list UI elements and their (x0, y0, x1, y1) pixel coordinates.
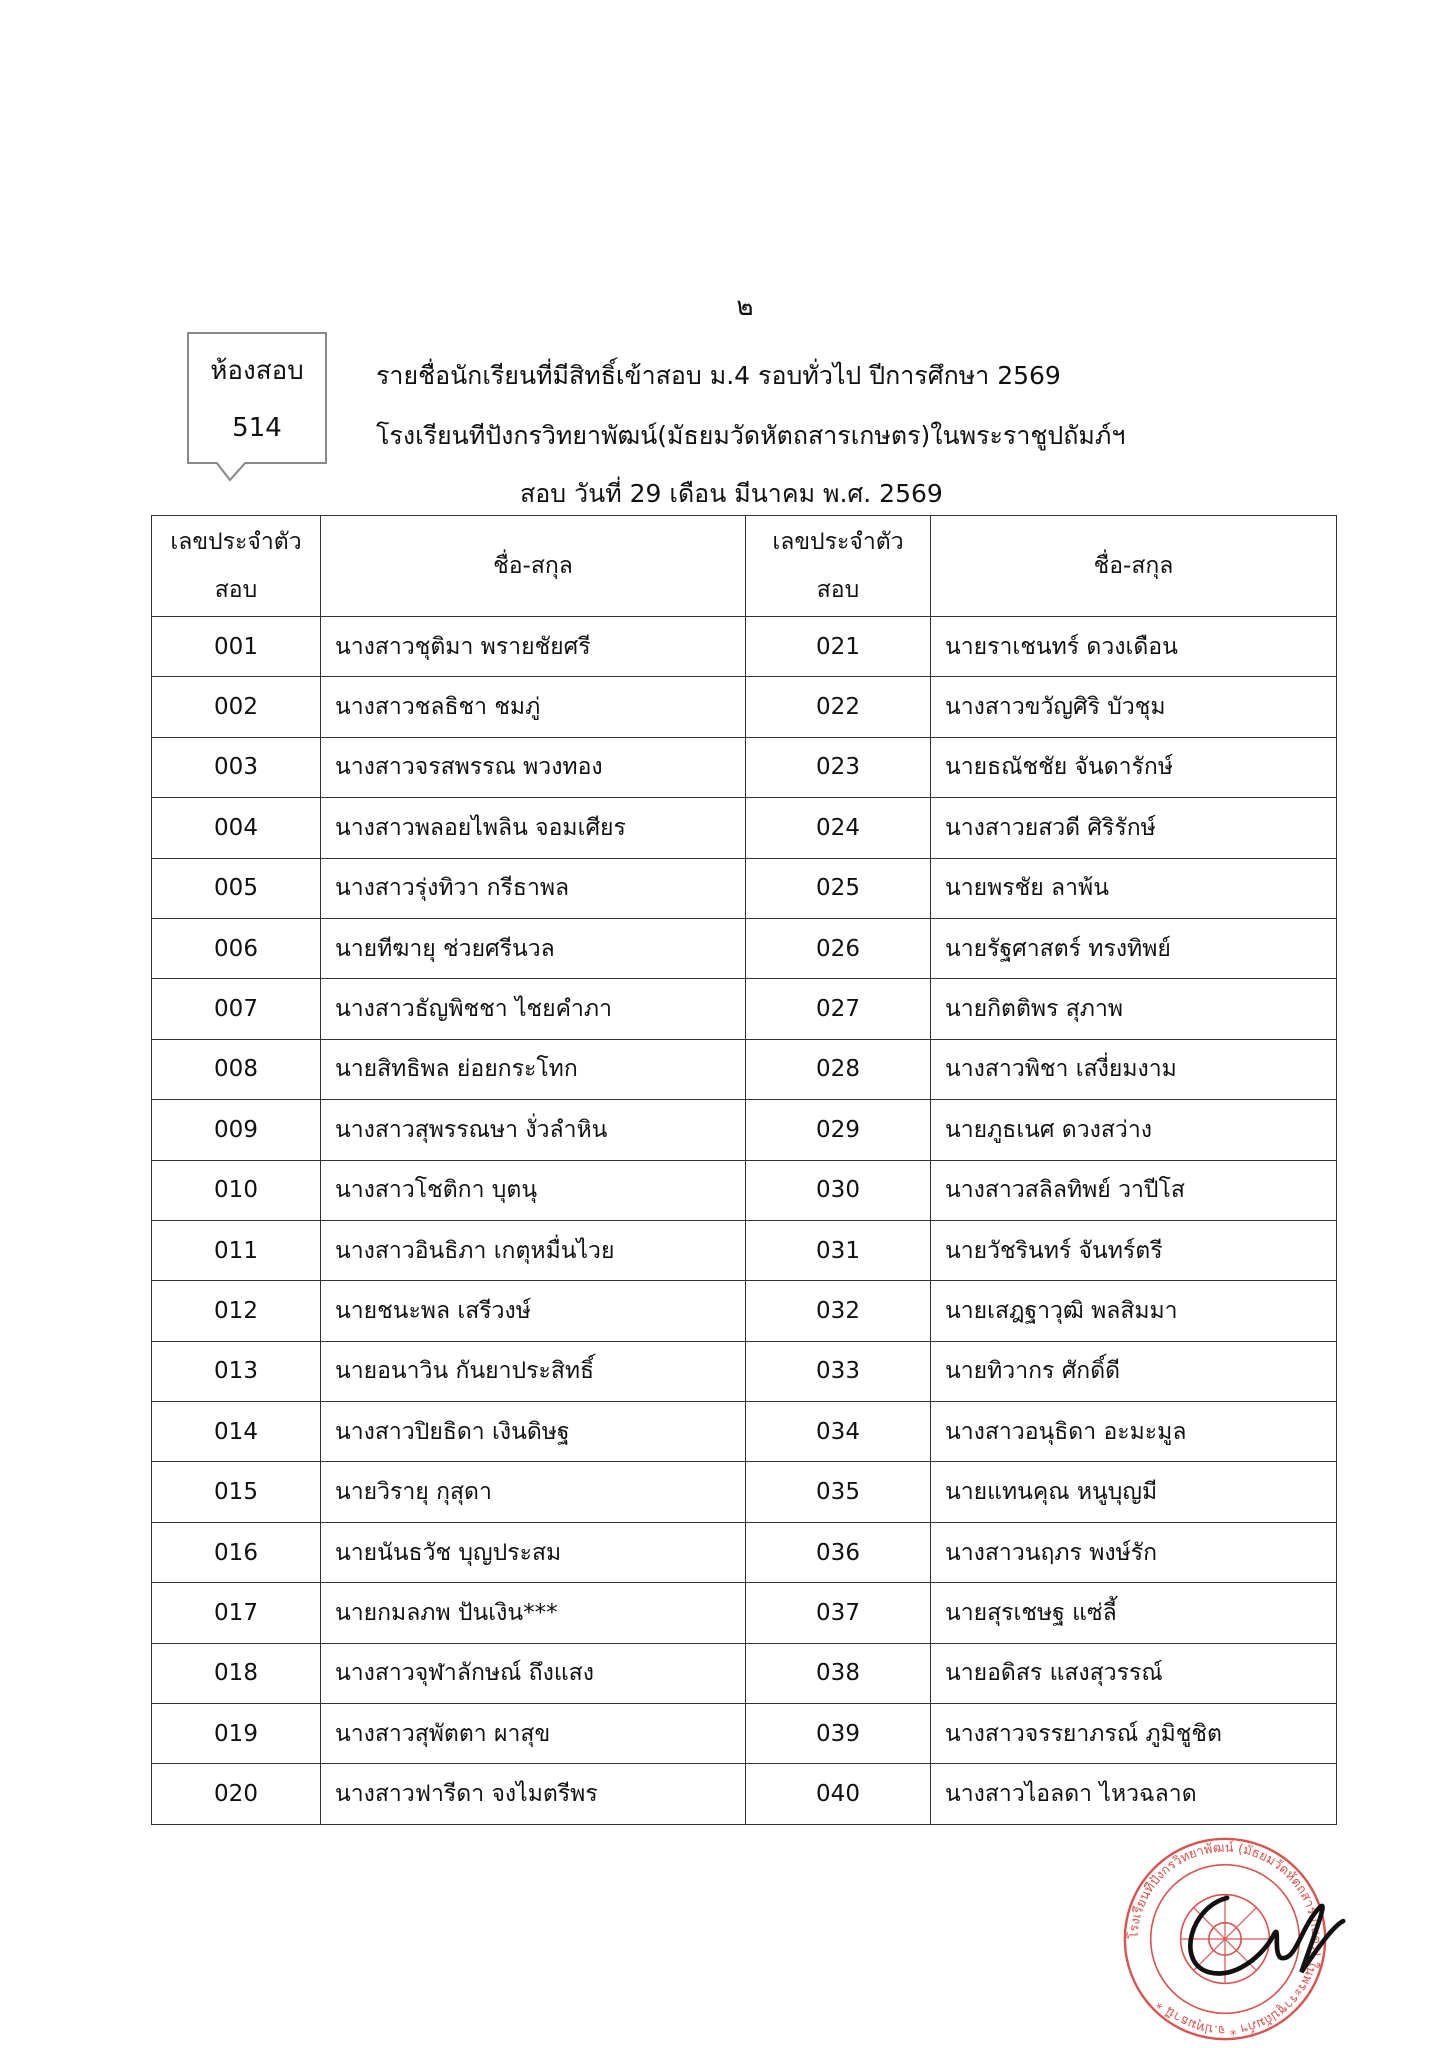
student-name-cell: นางสาวพลอยไพลิน จอมเศียร (321, 798, 746, 858)
student-name-cell: นางสาวชลธิชา ชมภู่ (321, 677, 746, 737)
student-name-cell: นายพรชัย ลาพ้น (931, 858, 1337, 918)
student-name-cell: นางสาวสุพรรณษา งั่วลำหิน (321, 1100, 746, 1160)
table-row (152, 1220, 1337, 1280)
exam-id-cell: 022 (746, 677, 931, 737)
exam-id-cell: 014 (152, 1402, 321, 1462)
exam-id-cell: 001 (152, 617, 321, 677)
header-exam-id-line1: เลขประจำตัว (170, 529, 302, 555)
table-row (152, 979, 1337, 1039)
exam-id-cell: 021 (746, 617, 931, 677)
table-row (152, 617, 1337, 677)
table-row (152, 1039, 1337, 1099)
exam-id-cell: 013 (152, 1341, 321, 1401)
exam-id-cell: 012 (152, 1281, 321, 1341)
student-name-cell: นางสาวไอลดา ไหวฉลาด (931, 1764, 1337, 1824)
exam-id-cell: 002 (152, 677, 321, 737)
exam-id-cell: 006 (152, 918, 321, 978)
student-name-cell: นายวิรายุ กุสุดา (321, 1462, 746, 1522)
exam-id-cell: 025 (746, 858, 931, 918)
exam-id-cell: 027 (746, 979, 931, 1039)
header-exam-id-line2: สอบ (816, 577, 860, 603)
exam-id-cell: 009 (152, 1100, 321, 1160)
header-name: ชื่อ-สกุล (931, 516, 1337, 617)
room-number: 514 (232, 413, 282, 443)
callout-pointer (214, 462, 254, 484)
exam-room-callout (187, 332, 327, 464)
exam-id-cell: 018 (152, 1643, 321, 1703)
student-name-cell: นายทีฆายุ ช่วยศรีนวล (321, 918, 746, 978)
table-row (152, 1281, 1337, 1341)
student-name-cell: นายสุรเชษฐ แซ่ลี้ (931, 1583, 1337, 1643)
table-row (152, 1341, 1337, 1401)
student-name-cell: นางสาวชุติมา พรายชัยศรี (321, 617, 746, 677)
student-name-cell: นางสาวรุ่งทิวา กรีธาพล (321, 858, 746, 918)
exam-id-cell: 011 (152, 1220, 321, 1280)
student-name-cell: นางสาวพิชา เสงี่ยมงาม (931, 1039, 1337, 1099)
exam-id-cell: 010 (152, 1160, 321, 1220)
exam-id-cell: 015 (152, 1462, 321, 1522)
student-name-cell: นายวัชรินทร์ จันทร์ตรี (931, 1220, 1337, 1280)
document-title: รายชื่อนักเรียนที่มีสิทธิ์เข้าสอบ ม.4 รอบทั่วไป ปีการศึกษา 2569 (376, 361, 1061, 390)
student-name-cell: นายทิวากร ศักดิ์ดี (931, 1341, 1337, 1401)
exam-date: สอบ วันที่ 29 เดือน มีนาคม พ.ศ. 2569 (520, 479, 943, 508)
exam-id-cell: 023 (746, 737, 931, 797)
table-row (152, 1160, 1337, 1220)
student-name-cell: นางสาวจรรยาภรณ์ ภูมิชูชิต (931, 1704, 1337, 1764)
table-row (152, 1462, 1337, 1522)
exam-id-cell: 024 (746, 798, 931, 858)
table-row (152, 677, 1337, 737)
signature (1160, 1870, 1350, 2000)
student-name-cell: นางสาวปิยธิดา เงินดิษฐ (321, 1402, 746, 1462)
student-name-cell: นายนันธวัช บุญประสม (321, 1522, 746, 1582)
header-exam-id (152, 516, 321, 617)
school-name: โรงเรียนทีปังกรวิทยาพัฒน์(มัธยมวัดหัตถสารเกษตร)ในพระราชูปถัมภ์ฯ (376, 421, 1126, 450)
table-row (152, 1643, 1337, 1703)
table-row (152, 1100, 1337, 1160)
student-name-cell: นางสาวสลิลทิพย์ วาปีโส (931, 1160, 1337, 1220)
exam-id-cell: 005 (152, 858, 321, 918)
header-exam-id (746, 516, 931, 617)
school-seal-stamp (1120, 1834, 1330, 2044)
table-row (152, 1522, 1337, 1582)
exam-id-cell: 038 (746, 1643, 931, 1703)
exam-id-cell: 020 (152, 1764, 321, 1824)
table-row (152, 1704, 1337, 1764)
exam-id-cell: 004 (152, 798, 321, 858)
room-label: ห้องสอบ (210, 356, 304, 386)
exam-id-cell: 036 (746, 1522, 931, 1582)
table-row (152, 858, 1337, 918)
header-exam-id-line1: เลขประจำตัว (772, 529, 904, 555)
student-name-cell: นายเสฎฐาวุฒิ พลสิมมา (931, 1281, 1337, 1341)
student-list-table (151, 515, 1337, 1825)
student-name-cell: นางสาวอนุธิดา อะมะมูล (931, 1402, 1337, 1462)
exam-id-cell: 040 (746, 1764, 931, 1824)
page-number: ๒ (736, 292, 754, 322)
student-name-cell: นายกิตติพร สุภาพ (931, 979, 1337, 1039)
exam-id-cell: 003 (152, 737, 321, 797)
student-name-cell: นางสาวฟารีดา จงไมตรีพร (321, 1764, 746, 1824)
student-name-cell: นายสิทธิพล ย่อยกระโทก (321, 1039, 746, 1099)
exam-id-cell: 007 (152, 979, 321, 1039)
student-name-cell: นางสาวอินธิภา เกตุหมื่นไวย (321, 1220, 746, 1280)
exam-id-cell: 028 (746, 1039, 931, 1099)
student-name-cell: นายภูธเนศ ดวงสว่าง (931, 1100, 1337, 1160)
header-exam-id-line2: สอบ (214, 577, 258, 603)
exam-id-cell: 037 (746, 1583, 931, 1643)
student-name-cell: นางสาวยสวดี ศิริรักษ์ (931, 798, 1337, 858)
exam-id-cell: 008 (152, 1039, 321, 1099)
exam-id-cell: 016 (152, 1522, 321, 1582)
student-name-cell: นายรัฐศาสตร์ ทรงทิพย์ (931, 918, 1337, 978)
exam-id-cell: 035 (746, 1462, 931, 1522)
student-name-cell: นางสาวสุพัตตา ผาสุข (321, 1704, 746, 1764)
student-name-cell: นายอดิสร แสงสุวรรณ์ (931, 1643, 1337, 1703)
stamp-text: โรงเรียนทีปังกรวิทยาพัฒน์ (มัธยมวัดหัตถสารเกษตร) ในพระราชูปถัมภ์ฯ * จ.ปทุมธานี * (1126, 1840, 1324, 2038)
exam-id-cell: 034 (746, 1402, 931, 1462)
table-header-row (152, 516, 1337, 617)
table-row (152, 737, 1337, 797)
student-name-cell: นายแทนคุณ หนูบุญมี (931, 1462, 1337, 1522)
student-name-cell: นายชนะพล เสรีวงษ์ (321, 1281, 746, 1341)
student-name-cell: นางสาวนฤภร พงษ์รัก (931, 1522, 1337, 1582)
student-name-cell: นางสาวธัญพิชชา ไชยคำภา (321, 979, 746, 1039)
exam-id-cell: 033 (746, 1341, 931, 1401)
student-name-cell: นางสาวขวัญศิริ บัวชุม (931, 677, 1337, 737)
student-name-cell: นางสาวจุฬาลักษณ์ ถึงแสง (321, 1643, 746, 1703)
table-row (152, 798, 1337, 858)
exam-id-cell: 029 (746, 1100, 931, 1160)
table-row (152, 1402, 1337, 1462)
student-name-cell: นางสาวโชติกา บุตนุ (321, 1160, 746, 1220)
exam-id-cell: 017 (152, 1583, 321, 1643)
exam-id-cell: 019 (152, 1704, 321, 1764)
exam-id-cell: 031 (746, 1220, 931, 1280)
student-name-cell: นายธณัชชัย จันดารักษ์ (931, 737, 1337, 797)
exam-id-cell: 039 (746, 1704, 931, 1764)
student-name-cell: นายราเชนทร์ ดวงเดือน (931, 617, 1337, 677)
table-row (152, 1764, 1337, 1824)
exam-id-cell: 032 (746, 1281, 931, 1341)
student-name-cell: นายกมลภพ ปันเงิน*** (321, 1583, 746, 1643)
table-row (152, 1583, 1337, 1643)
header-name: ชื่อ-สกุล (321, 516, 746, 617)
table-row (152, 918, 1337, 978)
exam-id-cell: 026 (746, 918, 931, 978)
exam-id-cell: 030 (746, 1160, 931, 1220)
student-name-cell: นายอนาวิน กันยาประสิทธิ์ (321, 1341, 746, 1401)
student-name-cell: นางสาวจรสพรรณ พวงทอง (321, 737, 746, 797)
svg-text:โรงเรียนทีปังกรวิทยาพัฒน์ (มัธ (1126, 1840, 1324, 2038)
